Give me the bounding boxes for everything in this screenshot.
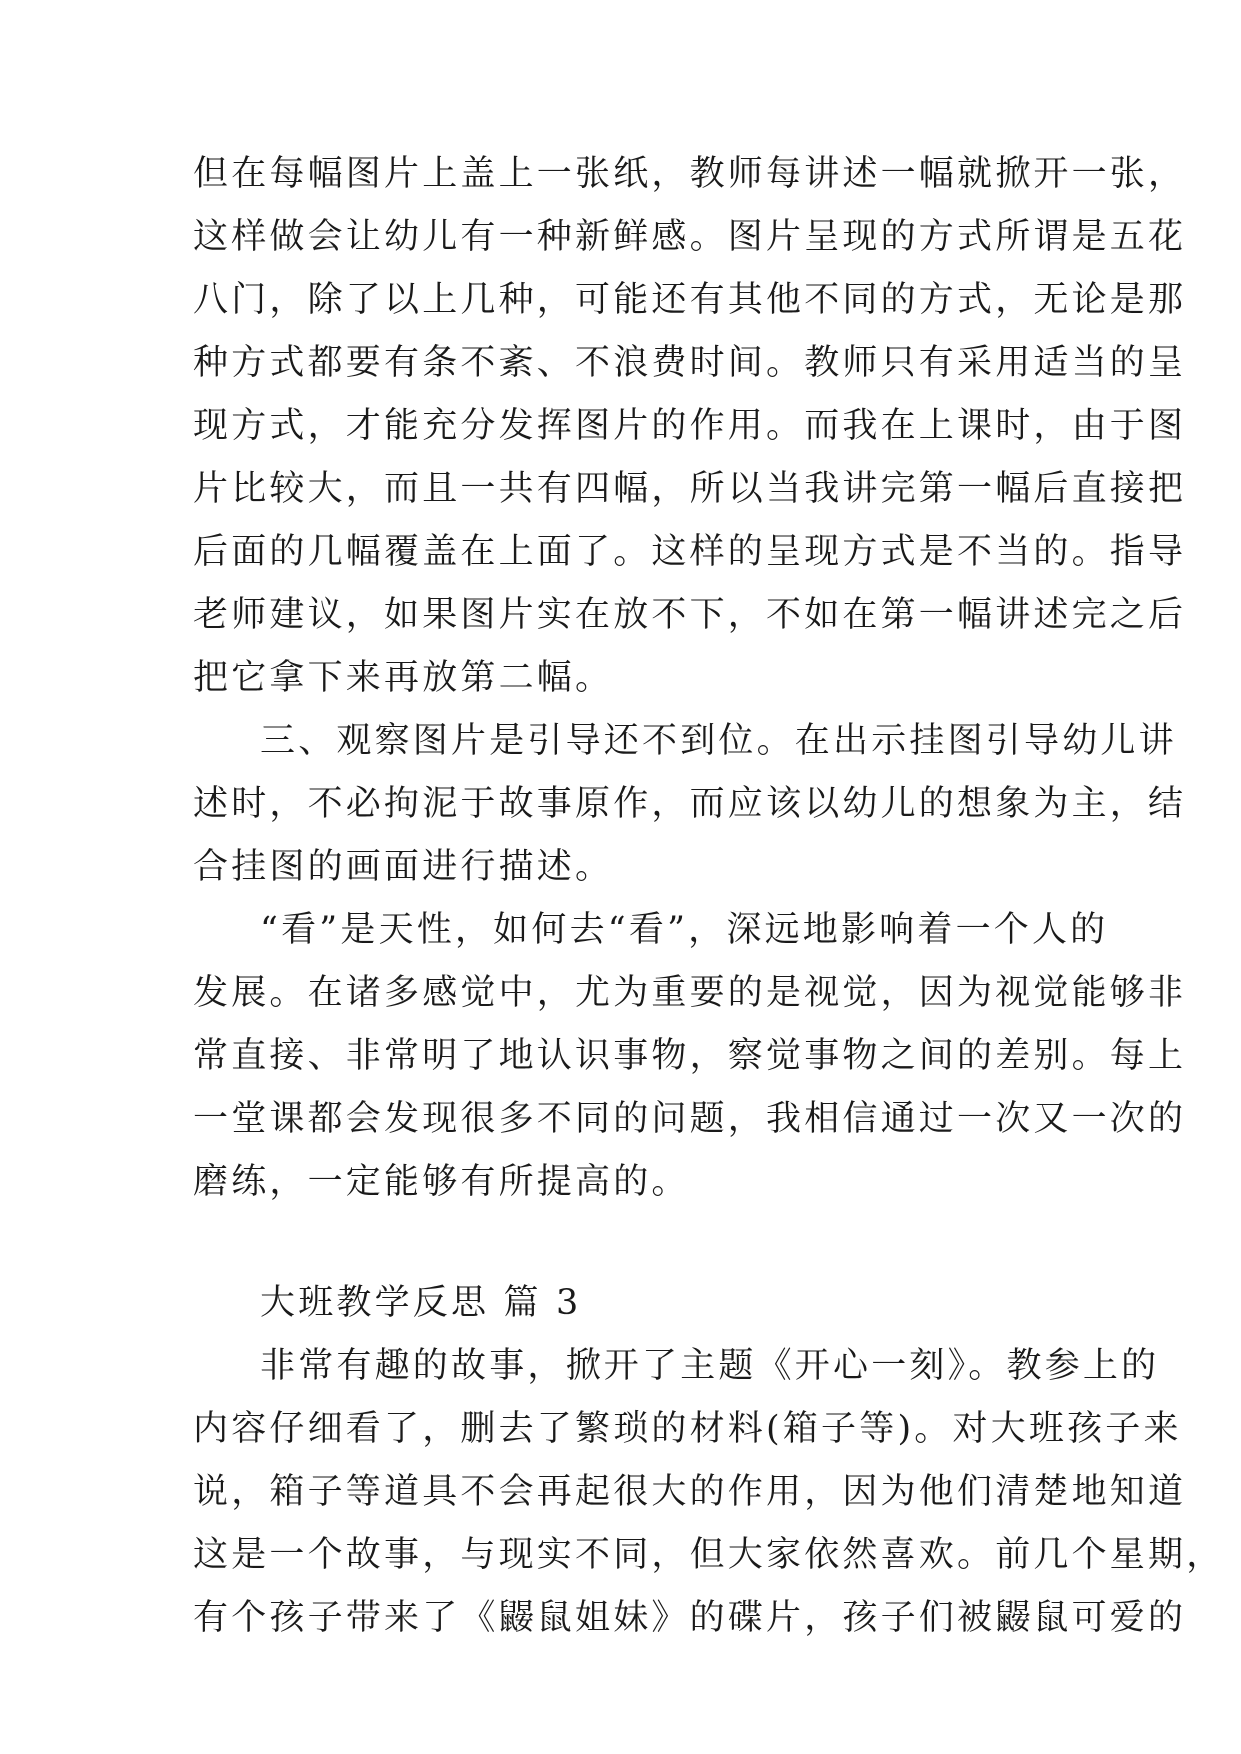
section-heading: 大班教学反思 篇 3 xyxy=(260,1283,582,1323)
paragraph-line: 把它拿下来再放第二幅。 xyxy=(193,658,614,698)
paragraph-line: 片比较大，而且一共有四幅，所以当我讲完第一幅后直接把 xyxy=(193,469,1187,509)
paragraph-line: 发展。在诸多感觉中，尤为重要的是视觉，因为视觉能够非 xyxy=(193,973,1187,1013)
paragraph-line: 有个孩子带来了《鼹鼠姐妹》的碟片，孩子们被鼹鼠可爱的 xyxy=(193,1598,1187,1638)
paragraph-line: 后面的几幅覆盖在上面了。这样的呈现方式是不当的。指导 xyxy=(193,532,1187,572)
paragraph-line: 磨练，一定能够有所提高的。 xyxy=(193,1162,690,1202)
paragraph-line: 八门，除了以上几种，可能还有其他不同的方式，无论是那 xyxy=(193,280,1187,320)
paragraph-line: 常直接、非常明了地认识事物，察觉事物之间的差别。每上 xyxy=(193,1036,1187,1076)
paragraph-line: 非常有趣的故事，掀开了主题《开心一刻》。教参上的 xyxy=(260,1346,1160,1386)
paragraph-line: 但在每幅图片上盖上一张纸，教师每讲述一幅就掀开一张， xyxy=(193,154,1187,194)
paragraph-line: “看”是天性，如何去“看”，深远地影响着一个人的 xyxy=(260,910,1109,950)
paragraph-line: 种方式都要有条不紊、不浪费时间。教师只有采用适当的呈 xyxy=(193,343,1187,383)
paragraph-line: 述时，不必拘泥于故事原作，而应该以幼儿的想象为主，结 xyxy=(193,784,1187,824)
paragraph-line: 这样做会让幼儿有一种新鲜感。图片呈现的方式所谓是五花 xyxy=(193,217,1187,257)
paragraph-line: 三、观察图片是引导还不到位。在出示挂图引导幼儿讲 xyxy=(260,721,1177,761)
paragraph-line: 老师建议，如果图片实在放不下，不如在第一幅讲述完之后 xyxy=(193,595,1187,635)
paragraph-line: 内容仔细看了，删去了繁琐的材料(箱子等)。对大班孩子来 xyxy=(193,1409,1182,1449)
paragraph-line: 说，箱子等道具不会再起很大的作用，因为他们清楚地知道 xyxy=(193,1472,1187,1512)
paragraph-line: 合挂图的画面进行描述。 xyxy=(193,847,614,887)
paragraph-line: 这是一个故事，与现实不同，但大家依然喜欢。前几个星期， xyxy=(193,1535,1225,1575)
paragraph-line: 现方式，才能充分发挥图片的作用。而我在上课时，由于图 xyxy=(193,406,1187,446)
paragraph-line: 一堂课都会发现很多不同的问题，我相信通过一次又一次的 xyxy=(193,1099,1187,1139)
